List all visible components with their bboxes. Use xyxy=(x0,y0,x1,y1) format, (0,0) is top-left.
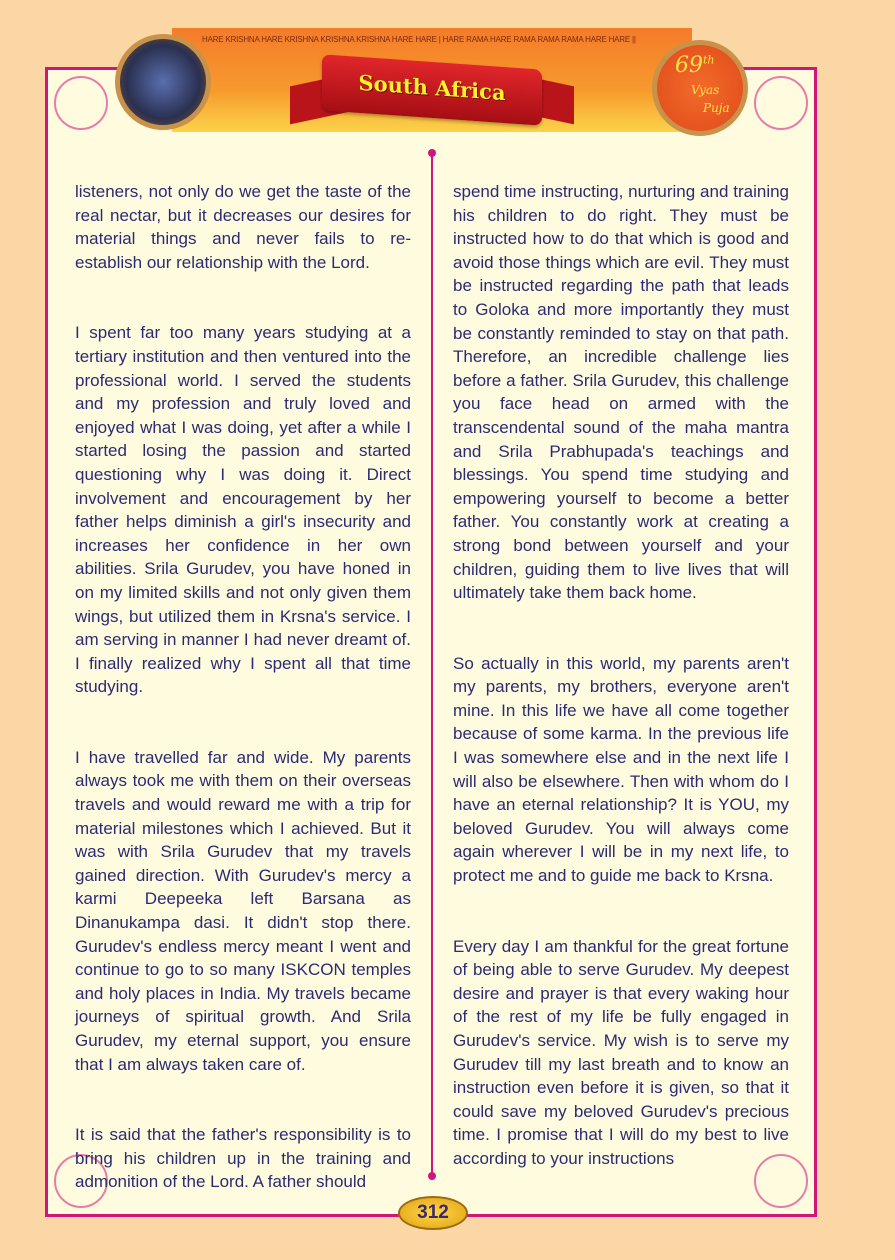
paragraph: So actually in this world, my parents aren't my parents, my brothers, everyone aren't mine. In this life we have all come together because of some karma. In the previous life I was somewhere else and in the next life I will also be elsewhere. Then with whom do I have an eternal relationship? It is YOU, my beloved Gurudev. You will always come again wherever I will be in my next life, to protect me and to guide me back to Krsna. xyxy=(453,653,789,886)
paragraph: spend time instructing, nurturing and training his children to do right. They must be instructed how to do that which is good and avoid those things which are evil. They must be instructed regarding the path that leads to Goloka and more importantly they must be constantly reminded to stay on that path. Therefore, an incredible challenge lies before a father. Srila Gurudev, this challenge you face head on armed with the transcendental sound of the maha mantra and Srila Prabhupada's teachings and blessings. You spend time studying and empowering yourself to become a better father. You constantly work at creating a strong bond between yourself and your children, guiding them to live lives that will ultimately take them back home. xyxy=(453,182,789,603)
mantra-text: HARE KRISHNA HARE KRISHNA KRISHNA KRISHNA HARE HARE | HARE RAMA HARE RAMA RAMA RAMA HARE HARE || xyxy=(202,35,636,44)
corner-ornament xyxy=(754,76,808,130)
badge-number: 69 xyxy=(675,53,703,78)
paragraph: listeners, not only do we get the taste of the real nectar, but it decreases our desires for material things and never fails to re-establish our relationship with the Lord. xyxy=(75,182,411,272)
left-column xyxy=(75,180,411,1241)
deity-image xyxy=(115,34,211,130)
paragraph: Every day I am thankful for the great fortune of being able to serve Gurudev. My deepest desire and prayer is that every waking hour of the rest of my life be fully engaged in Gurudev's service. My wish is to serve my Gurudev till my last breath and to know an instruction even before it is given, so that it could save my beloved Gurudev's precious time. I promise that I will do my best to live according to your instructions xyxy=(453,936,789,1168)
divider-dot xyxy=(428,1172,436,1180)
paragraph: It is said that the father's responsibility is to bring his children up in the training and admonition of the Lord. A father should xyxy=(75,1125,411,1192)
corner-ornament xyxy=(54,76,108,130)
paragraph: I have travelled far and wide. My parents always took me with them on their overseas travels and would reward me with a trip for material milestones which I achieved. But it was with Srila Gurudev that my travels gained direction. With Gurudev's mercy a karmi Deepeeka left Barsana as Dinanukampa dasi. It didn't stop there. Gurudev's endless mercy meant I went and continue to go to so many ISKCON temples and holy places in India. My travels became journeys of spiritual growth. And Srila Gurudev, my eternal support, you ensure that I am always taken care of. xyxy=(75,747,411,1074)
title-ribbon xyxy=(322,54,542,125)
column-divider xyxy=(431,152,433,1177)
page-number: 312 xyxy=(398,1196,468,1230)
badge-suffix: th xyxy=(703,53,715,67)
badge-line1: Vyas xyxy=(691,83,720,97)
banner-title: South Africa xyxy=(358,69,506,106)
vyas-puja-badge xyxy=(652,40,748,136)
paragraph: I spent far too many years studying at a tertiary institution and then ventured into the professional world. I served the students and my profession and truly loved and enjoyed what I was doing, yet after a while I started losing the passion and started questioning why I was doing it. Direct involvement and encouragement by her father helps diminish a girl's insecurity and increases her confidence in her own abilities. Srila Gurudev, you have honed in on my limited skills and not only given them wings, but utilized them in Krsna's service. I am serving in manner I had never dreamt of. I finally realized why I spent all that time studying. xyxy=(75,323,411,697)
header-banner xyxy=(172,28,692,132)
right-column xyxy=(453,180,789,1218)
badge-line2: Puja xyxy=(703,101,730,115)
divider-dot xyxy=(428,149,436,157)
